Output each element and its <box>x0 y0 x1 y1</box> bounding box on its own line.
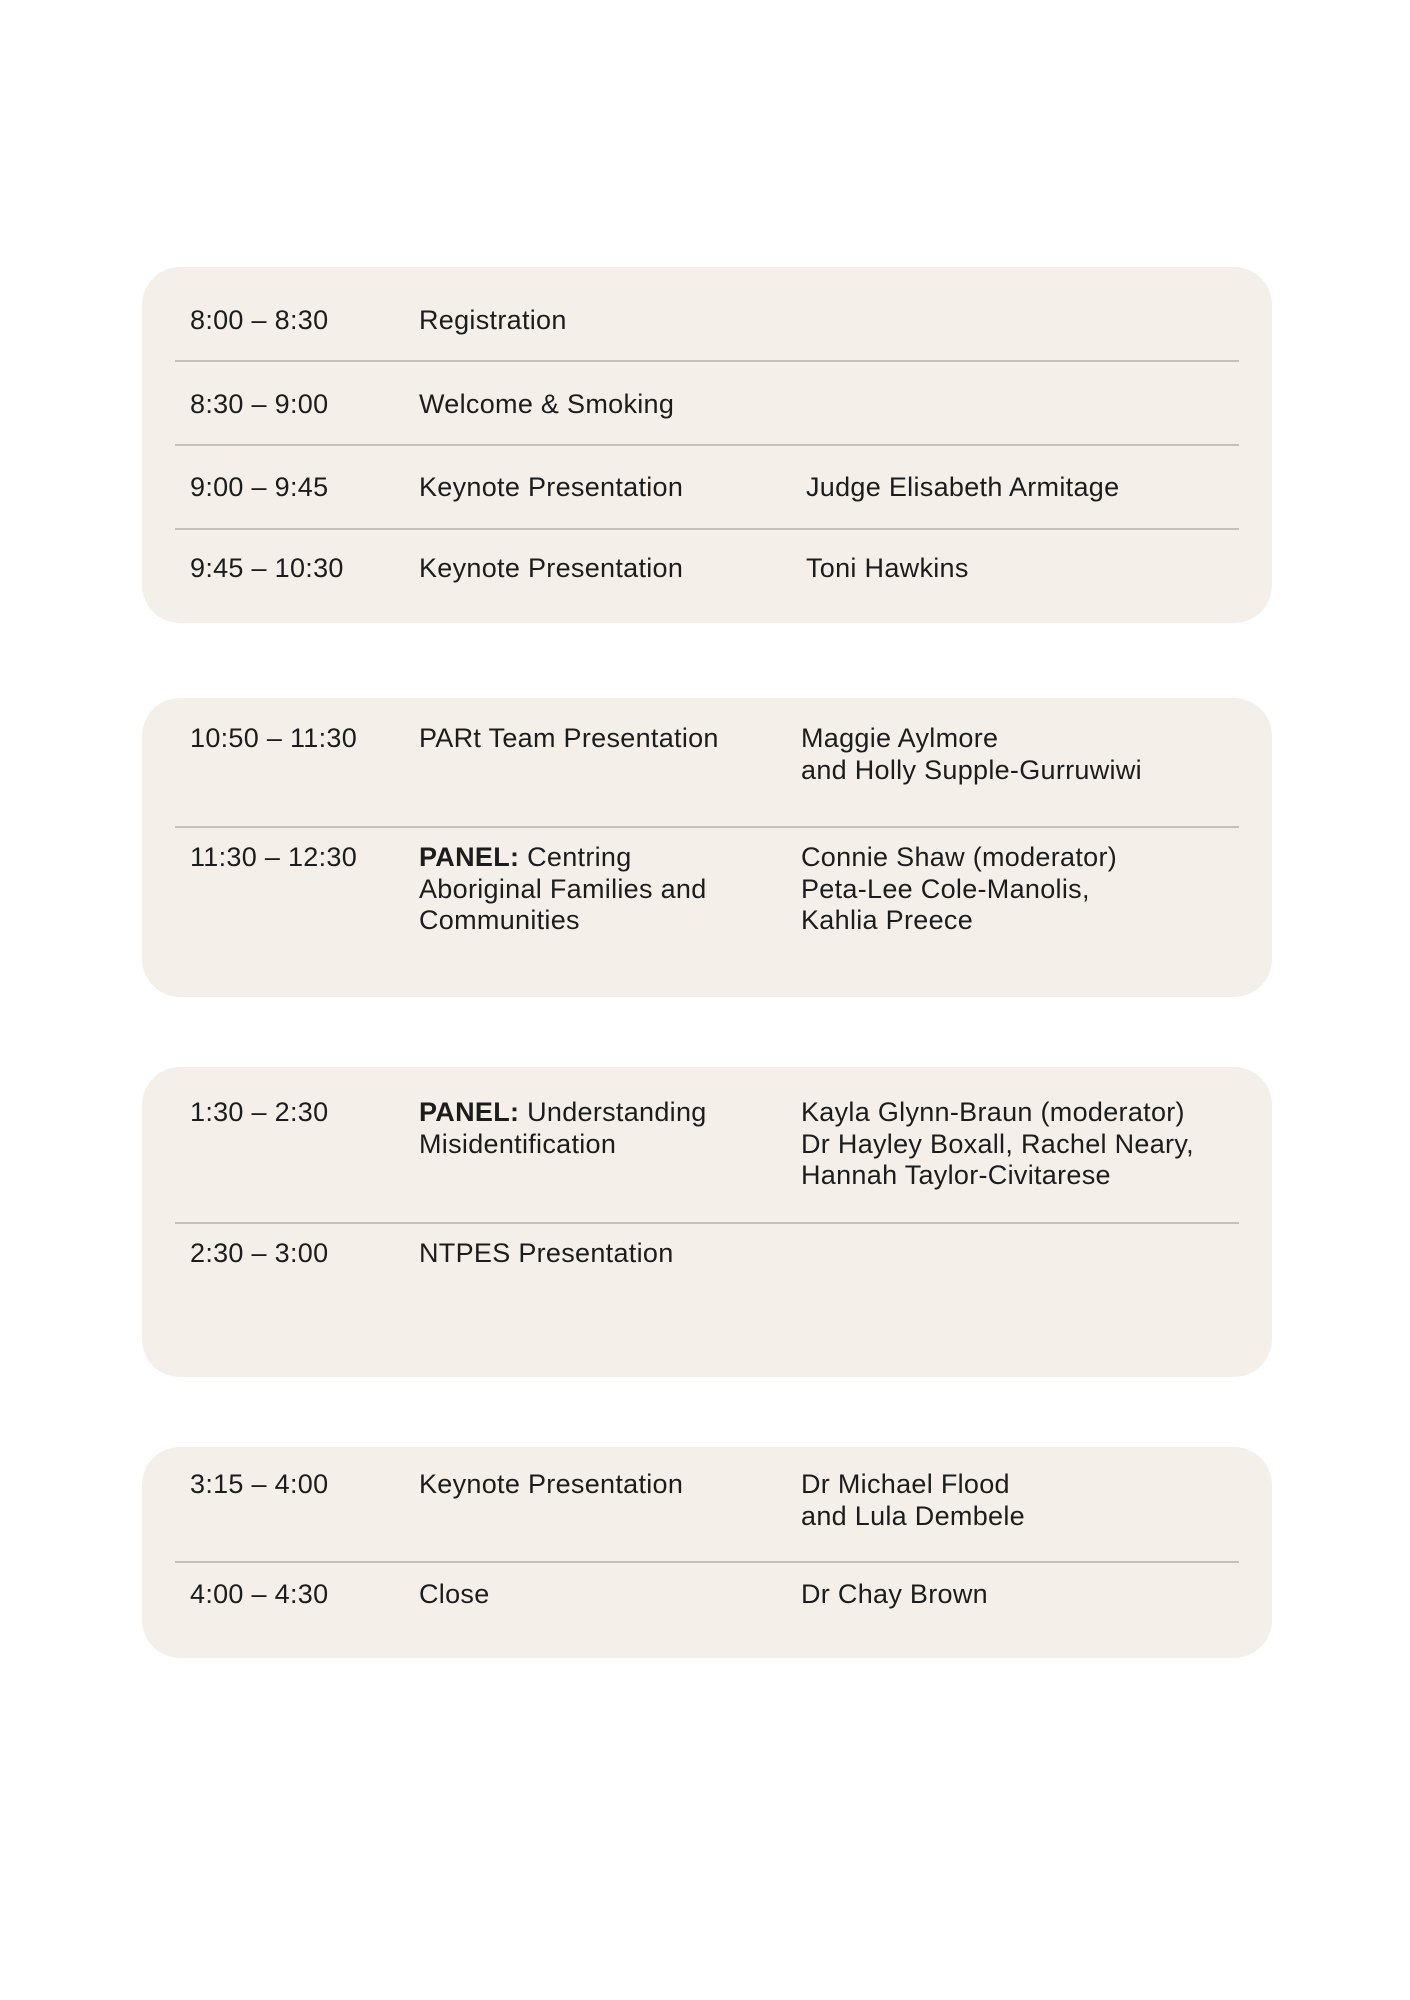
session-time: 10:50 – 11:30 <box>190 723 358 753</box>
schedule-row <box>175 267 1239 360</box>
title-line <box>419 1097 707 1129</box>
session-speaker: Toni Hawkins <box>806 553 969 583</box>
speaker-line: Peta-Lee Cole-Manolis, <box>801 873 1090 904</box>
speaker-line: Connie Shaw (moderator) <box>801 842 1118 872</box>
schedule-row <box>175 826 1239 997</box>
schedule-row <box>175 360 1239 444</box>
schedule-card-morning <box>142 267 1272 623</box>
session-speaker <box>801 1469 1025 1532</box>
session-title: Welcome & Smoking <box>419 389 675 419</box>
session-speaker <box>801 1097 1194 1192</box>
session-time: 8:00 – 8:30 <box>190 305 329 335</box>
title-line <box>419 842 707 874</box>
session-time: 8:30 – 9:00 <box>190 389 329 419</box>
speaker-line: and Holly Supple-Gurruwiwi <box>801 754 1142 785</box>
title-text: Centring <box>519 842 632 872</box>
session-time: 3:15 – 4:00 <box>190 1469 329 1499</box>
session-speaker <box>801 842 1117 937</box>
schedule-row <box>175 698 1239 826</box>
schedule-row <box>175 528 1239 623</box>
title-line: Communities <box>419 905 580 935</box>
schedule-row <box>175 1561 1239 1658</box>
title-line: Aboriginal Families and <box>419 873 707 904</box>
session-title: PARt Team Presentation <box>419 723 719 753</box>
session-title: Keynote Presentation <box>419 472 684 502</box>
schedule-row <box>175 1067 1239 1222</box>
speaker-line: Maggie Aylmore <box>801 723 999 753</box>
schedule-card-late-morning <box>142 698 1272 997</box>
session-title: Close <box>419 1579 490 1609</box>
schedule-row <box>175 444 1239 528</box>
session-title <box>419 842 707 937</box>
title-line: Misidentification <box>419 1128 617 1159</box>
title-text: Understanding <box>519 1097 707 1127</box>
session-title: Keynote Presentation <box>419 553 684 583</box>
session-time: 11:30 – 12:30 <box>190 842 358 872</box>
session-speaker: Judge Elisabeth Armitage <box>806 472 1120 502</box>
session-time: 9:00 – 9:45 <box>190 472 329 502</box>
session-time: 9:45 – 10:30 <box>190 553 344 583</box>
schedule-card-afternoon <box>142 1067 1272 1377</box>
speaker-line: Dr Michael Flood <box>801 1469 1010 1499</box>
session-time: 2:30 – 3:00 <box>190 1238 329 1268</box>
session-time: 4:00 – 4:30 <box>190 1579 329 1609</box>
session-speaker <box>801 723 1142 786</box>
speaker-line: Hannah Taylor-Civitarese <box>801 1160 1111 1190</box>
schedule-card-close <box>142 1447 1272 1658</box>
schedule-row <box>175 1222 1239 1377</box>
speaker-line: and Lula Dembele <box>801 1500 1025 1531</box>
speaker-line: Kayla Glynn-Braun (moderator) <box>801 1097 1185 1127</box>
session-time: 1:30 – 2:30 <box>190 1097 329 1127</box>
session-title: Registration <box>419 305 567 335</box>
panel-label: PANEL: <box>419 1097 520 1127</box>
schedule-row <box>175 1447 1239 1561</box>
speaker-line: Dr Hayley Boxall, Rachel Neary, <box>801 1128 1194 1159</box>
session-title <box>419 1097 707 1160</box>
session-title: Keynote Presentation <box>419 1469 684 1499</box>
panel-label: PANEL: <box>419 842 520 872</box>
session-speaker: Dr Chay Brown <box>801 1579 988 1609</box>
session-title: NTPES Presentation <box>419 1238 674 1268</box>
speaker-line: Kahlia Preece <box>801 905 974 935</box>
